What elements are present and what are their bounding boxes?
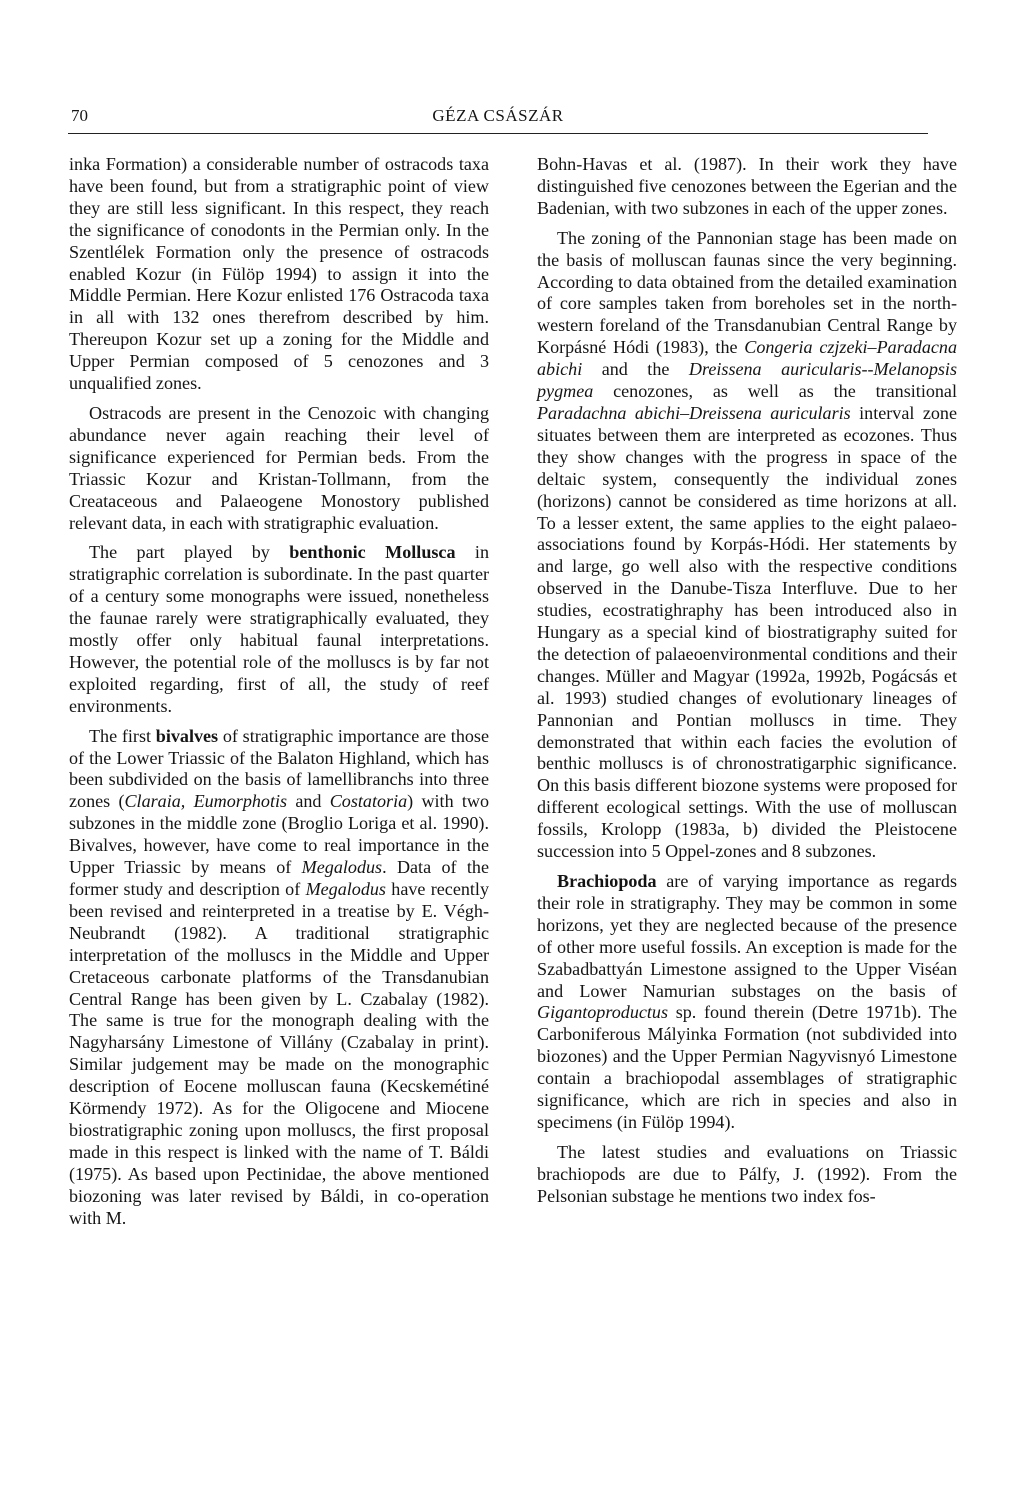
italic-taxon: Megalodus: [301, 857, 383, 878]
body-paragraph: [69, 542, 489, 717]
text-run: of stratigraphic importance are those of the Lower Triassic of the Balaton Highland, which has been subdivided on the basis of lamellibranchs into three zones (: [69, 725, 489, 812]
body-paragraph: [69, 403, 489, 534]
text-run: The first: [89, 725, 156, 746]
italic-taxon: Paradachna abichi–Dreissena auricularis: [537, 402, 851, 423]
page-number: 70: [71, 106, 88, 125]
text-run: The zoning of the Pannonian stage has been made on the basis of molluscan faunas since the very beginning. According to data obtained from the detailed examination of core samples taken from boreholes set in the north-western foreland of the Transdanubian Central Range by Korpásné Hódi (1983), the: [537, 227, 957, 358]
text-run: . Data of the former study and description of: [69, 857, 489, 899]
italic-taxon: Congeria czjzeki–Paradacna abichi: [537, 337, 958, 380]
text-run: cenozones, as well as the transitional: [593, 381, 957, 402]
text-run: in stratigraphic correlation is subordinate. In the past quarter of a century some monographs were issued, nonetheless the faunae rarely were stratigraphically evaluated, they mostly offer only habitual faunal interpretations. However, the potential role of the molluscs is by far not exploited regarding, first of all, the study of reef environments.: [69, 542, 489, 716]
body-paragraph: [537, 228, 957, 863]
italic-taxon: Claraia, Eumorphotis: [124, 791, 288, 812]
text-run: and: [287, 791, 330, 812]
running-head: GÉZA CSÁSZÁR: [432, 106, 564, 125]
text-run: and the: [582, 359, 689, 380]
text-run: inka Formation) a considerable number of ostracods taxa have been found, but from a stratigraphic point of view they are still less significant. In this respect, they reach the significance of conodonts in the Permian only. In the Szentlélek Formation only the presence of ostracods enabled Kozur (in Fülöp 1994) to assign it into the Middle Permian. Here Kozur enlisted 176 Ostracoda taxa in all with 132 ones therefrom described by him. Thereupon Kozur set up a zoning for the Middle and Upper Permian composed of 5 cenozones and 3 unqualified zones.: [69, 154, 489, 394]
text-run: The part played by: [89, 542, 290, 563]
page-header: [68, 103, 928, 134]
body-paragraph: [537, 871, 957, 1134]
italic-taxon: Dreissena auricularis--Melanopsis pygmea: [537, 359, 957, 402]
right-column: [537, 154, 957, 1216]
text-run: sp. found therein (Detre 1971b). The Carboniferous Mályinka Formation (not subdivided into biozones) and the Upper Permian Nagyvisnyó Limestone contain a brachiopodal assemblages of stratigraphic significance, which are rich in species and also in specimens (in Fülöp 1994).: [537, 1002, 957, 1132]
bold-term: benthonic Mollusca: [289, 542, 456, 563]
left-column: [69, 154, 489, 1238]
body-paragraph: [537, 154, 957, 220]
text-run: Bohn-Havas et al. (1987). In their work they have distinguished five cenozones between the Egerian and the Badenian, with two subzones in each of the upper zones.: [537, 154, 957, 218]
italic-taxon: Megalodus: [305, 879, 386, 899]
body-paragraph: [69, 726, 489, 1230]
bold-term: bivalves: [155, 725, 219, 746]
text-run: Ostracods are present in the Cenozoic with changing abundance never again reaching their level of significance experienced for Permian beds. From the Triassic Kozur and Kristan-Tollmann, from the Creataceous and Palaeogene Monostory published relevant data, in each with stratigraphic evaluation.: [69, 402, 489, 533]
text-run: ) with two subzones in the middle zone (Broglio Loriga et al. 1990). Bivalves, however, have come to real importance in the Upper Triassic by means of: [69, 791, 490, 878]
body-paragraph: [69, 154, 489, 395]
text-run: interval zone situates between them are interpreted as ecozones. Thus they show changes with the progress in space of the deltaic system, consequently the individual zones (horizons) cannot be considered as time horizons at all. To a lesser extent, the same applies to the eight palaeo-associations found by Korpás-Hódi. Her statements by and large, go well also with the respective conditions observed in the Danube-Tisza Interfluve. Due to her studies, ecostratighraphy has been introduced also in Hungary as a special kind of biostratigraphy suited for the detection of palaeoenvironmental conditions and their changes. Müller and Magyar (1992a, 1992b, Pogácsás et al. 1993) studied changes of evolutionary lineages of Pannonian and Pontian molluscs in time. They demonstrated that within each facies the evolution of benthic molluscs is of chronostratigarphic significance. On this basis different biozone systems were proposed for different ecological settings. With the use of molluscan fossils, Krolopp (1983a, b) divided the Pleistocene succession into 5 Oppel-zones and 8 subzones.: [537, 402, 957, 862]
italic-taxon: Costatoria: [329, 791, 408, 812]
bold-term: Brachiopoda: [557, 871, 657, 891]
italic-taxon: Gigantoproductus: [537, 1002, 669, 1023]
body-paragraph: [537, 1142, 957, 1208]
text-run: are of varying importance as regards their role in stratigraphy. They may be common in some horizons, yet they are neglected because of the presence of other more useful fossils. An exception is made for the Szabadbattyán Limestone assigned to the Upper Viséan and Lower Namurian substages on the basis of: [537, 871, 957, 1001]
text-run: have recently been revised and reinterpreted in a treatise by E. Végh-Neubrandt (1982). A traditional stratigraphic interpretation of the molluscs in the Middle and Upper Cretaceous carbonate platforms of the Transdanubian Central Range has been given by L. Czabalay (1982). The same is true for the monograph dealing with the Nagyharsány Limestone of Villány (Czabalay in print). Similar judgement may be made on the monographic description of Eocene molluscan fauna (Kecskemétiné Körmendy 1972). As for the Oligocene and Miocene biostratigraphic zoning upon molluscs, the first proposal made in this respect is linked with the name of T. Báldi (1975). As based upon Pectinidae, the above mentioned biozoning was later revised by Báldi, in co-operation with M.: [69, 879, 489, 1228]
text-run: The latest studies and evaluations on Triassic brachiopods are due to Pálfy, J. (1992). From the Pelsonian substage he mentions two index fos-: [537, 1141, 957, 1206]
